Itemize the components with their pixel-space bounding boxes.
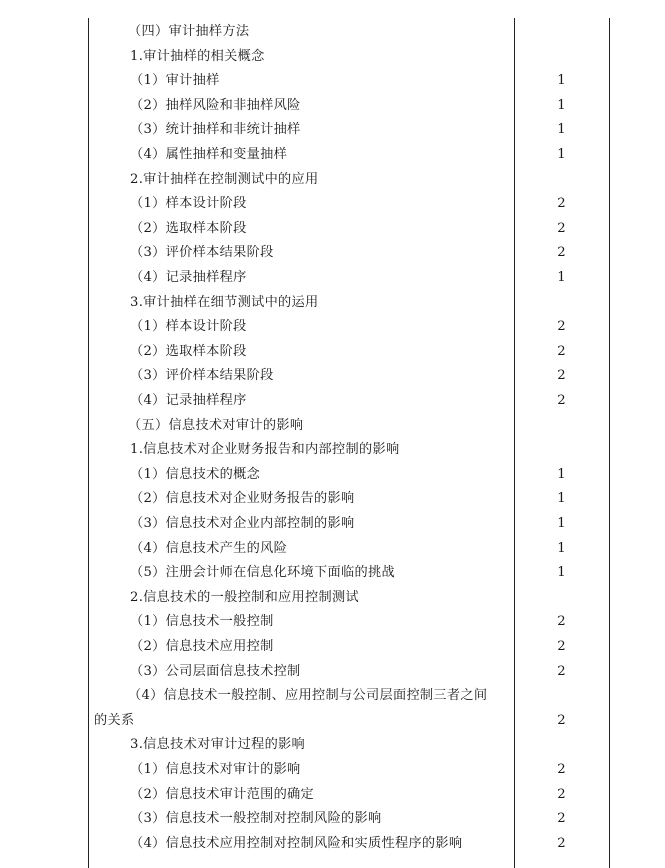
table-row	[88, 537, 610, 562]
table-row	[88, 118, 610, 143]
row-text: （3）统计抽样和非统计抽样	[130, 122, 301, 138]
row-level-value	[514, 586, 609, 611]
row-level-value: 1	[557, 565, 566, 581]
row-level-value: 2	[557, 196, 566, 212]
table-row	[88, 69, 610, 94]
row-level-value	[514, 20, 609, 45]
subsection-heading: 1.信息技术对企业财务报告和内部控制的影响	[130, 442, 400, 458]
row-text: （5）注册会计师在信息化环境下面临的挑战	[130, 565, 395, 581]
row-level-value: 2	[557, 663, 566, 679]
row-level-value: 2	[557, 811, 566, 827]
row-text: （2）选取样本阶段	[130, 343, 247, 359]
subsection-heading: 2.审计抽样在控制测试中的应用	[130, 171, 319, 187]
table-row	[88, 340, 610, 365]
row-text: （2）信息技术审计范围的确定	[130, 786, 315, 802]
table-row	[88, 783, 610, 808]
row-level-value: 2	[557, 368, 566, 384]
row-text: （1）样本设计阶段	[130, 196, 247, 212]
table-row	[88, 660, 610, 685]
table-row	[88, 143, 610, 168]
row-text: （4）信息技术应用控制对控制风险和实质性程序的影响	[130, 835, 463, 851]
row-text: （2）信息技术应用控制	[130, 639, 274, 654]
row-level-value: 2	[557, 835, 566, 851]
row-level-value: 1	[557, 73, 566, 89]
row-text: （4）记录抽样程序	[130, 393, 247, 408]
syllabus-table	[88, 18, 610, 868]
table-row	[88, 438, 610, 463]
row-text: （2）信息技术对企业财务报告的影响	[130, 491, 355, 507]
table-row	[88, 586, 610, 611]
row-text: （3）公司层面信息技术控制	[130, 663, 301, 679]
row-level-value: 1	[557, 540, 566, 556]
table-row	[88, 315, 610, 340]
row-text: （1）审计抽样	[130, 73, 220, 89]
row-level-value: 1	[557, 516, 566, 531]
row-level-value: 2	[557, 712, 566, 728]
row-text: （3）评价样本结果阶段	[130, 368, 274, 384]
row-text: （3）信息技术一般控制对控制风险的影响	[130, 811, 382, 827]
row-level-value: 2	[557, 393, 566, 408]
table-row	[88, 733, 610, 758]
row-level-value: 2	[557, 786, 566, 802]
row-text: （1）信息技术一般控制	[130, 614, 274, 630]
table-row	[88, 291, 610, 316]
table-row	[88, 463, 610, 488]
table-row	[88, 684, 610, 733]
row-text: （4）记录抽样程序	[130, 270, 247, 285]
row-level-value: 1	[557, 466, 566, 482]
row-level-value: 2	[557, 319, 566, 335]
table-row	[88, 561, 610, 586]
table-row	[88, 94, 610, 119]
table-row	[88, 512, 610, 537]
row-text: （1）信息技术的概念	[130, 466, 261, 482]
row-text: （3）信息技术对企业内部控制的影响	[130, 516, 355, 531]
row-level-value	[514, 438, 609, 463]
row-text-line2: 的关系	[94, 712, 135, 728]
table-row	[88, 364, 610, 389]
row-level-value	[514, 168, 609, 193]
table-row	[88, 610, 610, 635]
row-level-value	[514, 414, 609, 439]
row-text: （1）样本设计阶段	[130, 319, 247, 335]
subsection-heading: 2.信息技术的一般控制和应用控制测试	[130, 589, 359, 605]
table-row	[88, 45, 610, 70]
row-text: （4）属性抽样和变量抽样	[130, 147, 288, 162]
row-text: （2）抽样风险和非抽样风险	[130, 97, 301, 113]
table-row	[88, 20, 610, 45]
row-level-value: 1	[557, 97, 566, 113]
row-level-value: 2	[557, 762, 566, 777]
row-text: （4）信息技术产生的风险	[130, 540, 288, 556]
table-row	[88, 217, 610, 242]
table-row	[88, 635, 610, 660]
table-row	[88, 414, 610, 439]
row-text: （3）评价样本结果阶段	[130, 245, 274, 261]
row-level-value: 1	[557, 491, 566, 507]
row-level-value	[514, 733, 609, 758]
row-level-value: 2	[557, 343, 566, 359]
subsection-heading: 3.审计抽样在细节测试中的运用	[130, 294, 319, 310]
row-text	[88, 684, 514, 733]
row-level-value: 2	[557, 639, 566, 654]
row-level-value: 2	[557, 614, 566, 630]
table-row	[88, 389, 610, 414]
row-text: （1）信息技术对审计的影响	[130, 762, 301, 777]
row-level-value: 1	[557, 122, 566, 138]
row-text-line1: （4）信息技术一般控制、应用控制与公司层面控制三者之间	[128, 688, 488, 704]
table-row	[88, 168, 610, 193]
table-row	[88, 241, 610, 266]
row-level-value: 2	[557, 245, 566, 261]
table-row	[88, 487, 610, 512]
subsection-heading: 1.审计抽样的相关概念	[130, 48, 265, 64]
section-heading: （四）审计抽样方法	[128, 24, 250, 39]
subsection-heading: 3.信息技术对审计过程的影响	[130, 737, 306, 753]
row-level-value	[514, 45, 609, 70]
row-level-value: 1	[557, 270, 566, 285]
row-level-value: 1	[557, 147, 566, 162]
row-text: （2）选取样本阶段	[130, 220, 247, 236]
table-row	[88, 266, 610, 291]
table-row	[88, 192, 610, 217]
row-level-value	[514, 291, 609, 316]
table-row	[88, 832, 610, 857]
row-level-value: 2	[557, 220, 566, 236]
table-row	[88, 758, 610, 783]
table-row	[88, 807, 610, 832]
section-heading: （五）信息技术对审计的影响	[128, 417, 304, 433]
